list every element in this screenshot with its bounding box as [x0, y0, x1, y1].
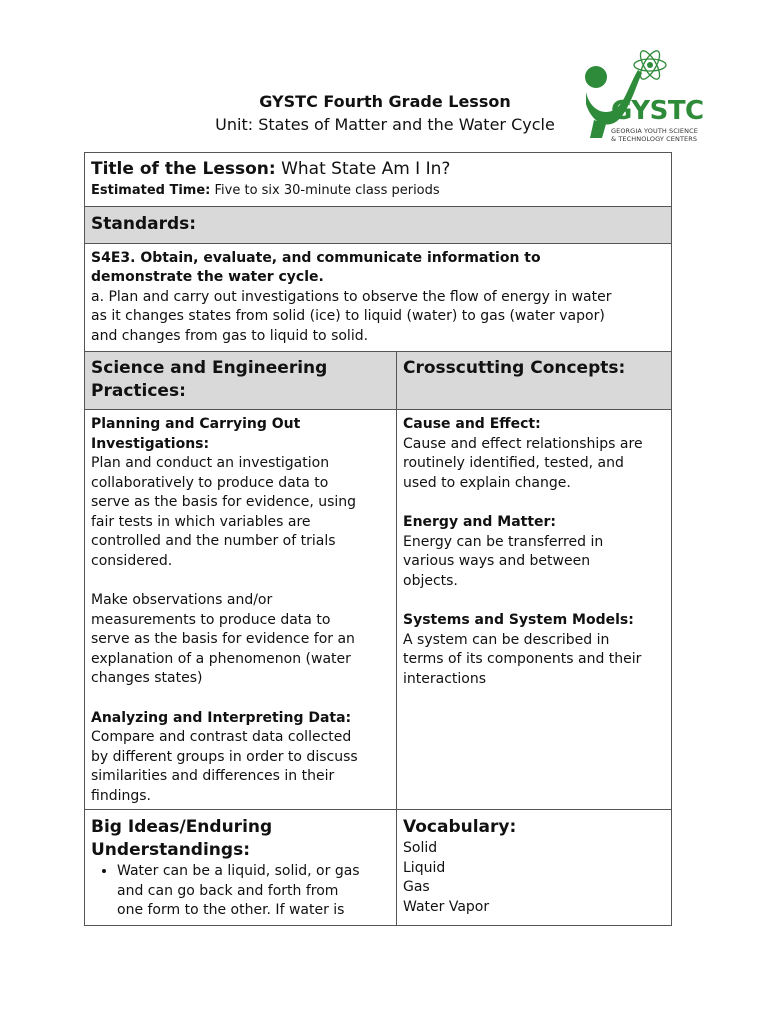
lesson-plan-table — [84, 152, 672, 926]
standard-item: a. Plan and carry out investigations to observe the flow of energy in water — [91, 288, 612, 305]
standard-item: as it changes states from solid (ice) to liquid (water) to gas (water vapor) — [91, 308, 605, 324]
practices-concepts-heading-row — [85, 352, 672, 410]
concept-text: Energy can be transferred in — [403, 533, 604, 550]
concept-text: objects. — [403, 572, 458, 589]
practice-text: by different groups in order to discuss — [91, 748, 358, 765]
standards-cell — [85, 243, 672, 352]
concept-text: routinely identified, tested, and — [403, 455, 624, 471]
practices-heading-line: Science and Engineering — [91, 358, 328, 378]
vocabulary-heading: Vocabulary: — [403, 817, 517, 837]
practice-text: controlled and the number of trials — [91, 533, 336, 549]
big-ideas-list — [91, 862, 390, 921]
lesson-title — [91, 158, 665, 181]
estimated-time-label: Estimated Time: — [91, 183, 211, 198]
estimated-time — [91, 181, 665, 201]
practice-text: findings. — [91, 787, 151, 804]
concept-title: Cause and Effect: — [403, 416, 541, 432]
logo-subtitle-line: & TECHNOLOGY CENTERS — [611, 135, 698, 143]
concept-text: terms of its components and their — [403, 651, 642, 667]
practice-text: explanation of a phenomenon (water — [91, 650, 351, 667]
lesson-grade-title: GYSTC Fourth Grade Lesson — [259, 92, 511, 111]
title-cell — [85, 153, 672, 207]
big-ideas-cell — [85, 810, 397, 926]
unit-title: Unit: States of Matter and the Water Cycle — [215, 115, 555, 134]
practice-text: Plan and conduct an investigation — [91, 455, 330, 471]
standard-item: and changes from gas to liquid to solid. — [91, 327, 369, 344]
standards-heading-row — [85, 206, 672, 243]
practice-text: changes states) — [91, 670, 203, 686]
practice-text: serve as the basis for evidence, using — [91, 494, 357, 510]
practice-text: considered. — [91, 552, 173, 569]
vocabulary-item: Liquid — [403, 859, 446, 876]
concepts-cell — [397, 410, 672, 810]
title-row — [85, 153, 672, 207]
practice-text: Make observations and/or — [91, 592, 273, 608]
standard-code: demonstrate the water cycle. — [91, 269, 324, 285]
practices-cell — [85, 410, 397, 810]
bullet-text: one form to the other. If water is — [117, 902, 345, 918]
practices-heading-line: Practices: — [91, 381, 186, 401]
concept-title: Systems and System Models: — [403, 612, 634, 628]
practice-text: Compare and contrast data collected — [91, 729, 352, 745]
concept-text: various ways and between — [403, 553, 591, 569]
practice-text: similarities and differences in their — [91, 768, 335, 784]
logo-wordmark: GYSTC — [611, 96, 704, 126]
standards-heading: Standards: — [85, 206, 672, 243]
practice-title: Analyzing and Interpreting Data: — [91, 709, 352, 726]
list-item — [117, 862, 390, 921]
vocabulary-item: Gas — [403, 879, 430, 895]
practice-text: measurements to produce data to — [91, 611, 331, 628]
concept-title: Energy and Matter: — [403, 514, 557, 530]
concept-text: A system can be described in — [403, 631, 610, 648]
vocabulary-item: Solid — [403, 840, 438, 856]
practice-title: Planning and Carrying Out — [91, 416, 301, 432]
practices-heading — [85, 352, 397, 410]
practice-text: collaboratively to produce data to — [91, 474, 329, 491]
practice-text: fair tests in which variables are — [91, 513, 311, 530]
estimated-time-value: Five to six 30-minute class periods — [214, 183, 440, 198]
practice-title: Investigations: — [91, 435, 210, 452]
logo-subtitle-line: GEORGIA YOUTH SCIENCE — [611, 127, 698, 135]
concept-text: interactions — [403, 670, 487, 687]
bullet-text: and can go back and forth from — [117, 882, 339, 899]
logo-subtitle — [611, 127, 698, 143]
lesson-title-label: Title of the Lesson: — [91, 159, 276, 179]
concept-text: Cause and effect relationships are — [403, 435, 643, 452]
lesson-title-value: What State Am I In? — [281, 159, 451, 179]
vocabulary-cell — [397, 810, 672, 926]
big-ideas-heading: Big Ideas/Enduring — [91, 817, 273, 837]
standard-code: S4E3. Obtain, evaluate, and communicate information to — [91, 249, 541, 266]
bullet-text: • Water can be a liquid, solid, or gas — [117, 863, 360, 879]
big-ideas-heading: Understandings: — [91, 840, 250, 860]
concept-text: used to explain change. — [403, 474, 571, 491]
vocabulary-item: Water Vapor — [403, 898, 490, 915]
practice-text: serve as the basis for evidence for an — [91, 631, 355, 647]
big-ideas-vocabulary-row — [85, 810, 672, 926]
concepts-heading: Crosscutting Concepts: — [397, 352, 672, 410]
standards-row — [85, 243, 672, 352]
practices-concepts-row — [85, 410, 672, 810]
